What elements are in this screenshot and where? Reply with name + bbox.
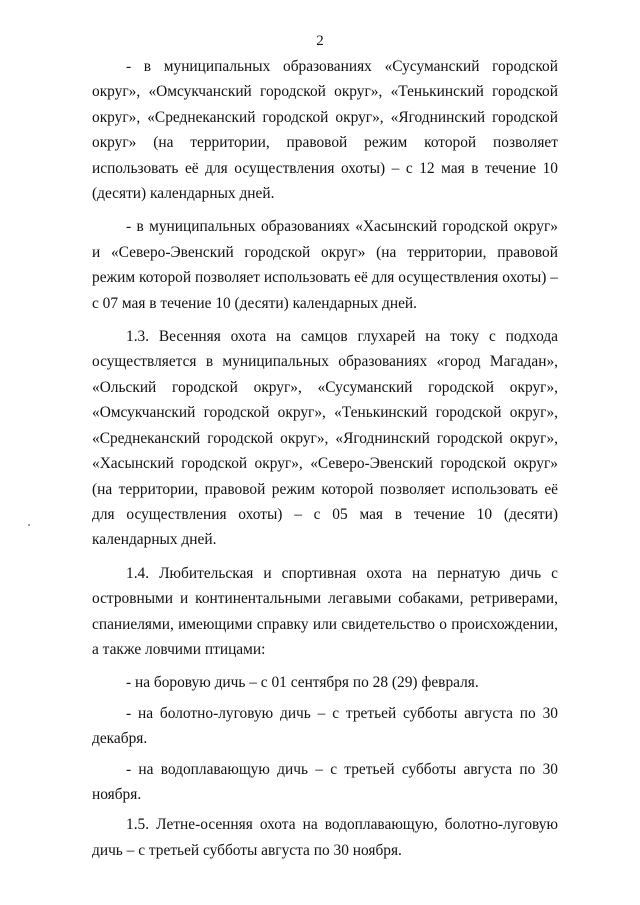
page-number: 2 [316,33,324,49]
paragraph-marsh-game: - на болотно-луговую дичь – с третьей субботы августа по 30 декабря. [92,704,558,748]
paragraph-waterfowl: - на водоплавающую дичь – с третьей субботы августа по 30 ноября. [92,760,558,803]
paragraph-1-3-capercaillie: 1.3. Весенняя охота на самцов глухарей на току с подхода осуществляется в муниципальных образованиях «город Магадан», «Ольский городской округ», «Сусуманский городской округ», «Омсукчанский городской округ», «Тенькинский городской округ», «Среднеканский городской округ», «Ягоднинский городской округ», «Хасынский городской округ», «Северо-Эвенский городской округ» (на территории, правовой режим которой позволяет использовать её для осуществления охоты) – с 05 мая в течение 10 (десяти) календарных дней. [92,328,558,549]
paragraph-1-5-summer-autumn: 1.5. Летне-осенняя охота на водоплавающую, болотно-луговую дичь – с третьей субботы августа по 30 ноября. [92,816,558,859]
margin-mark [28,524,30,526]
paragraph-khasyn-group: - в муниципальных образованиях «Хасынский городской округ» и «Северо-Эвенский городской округ» (на территории, правовой режим которой позволяет использовать её для осуществления охоты) – с 07 мая в течение 10 (десяти) календарных дней. [92,218,558,312]
paragraph-susuman-group: - в муниципальных образованиях «Сусуманский городской округ», «Омсукчанский городской округ», «Тенькинский городской округ», «Среднеканский городской округ», «Ягоднинский городской округ» (на территории, правовой режим которой позволяет использовать её для осуществления охоты) – с 12 мая в течение 10 (десяти) календарных дней. [92,58,558,203]
document-body [92,54,558,871]
paragraph-1-4-amateur-hunting: 1.4. Любительская и спортивная охота на пернатую дичь с островными и континентальными легавыми собаками, ретриверами, спаниелями, имеющими справку или свидетельство о происхождении, а также ловчими птицами: [92,564,558,658]
paragraph-upland-game: - на боровую дичь – с 01 сентября по 28 (29) февраля. [126,674,479,692]
